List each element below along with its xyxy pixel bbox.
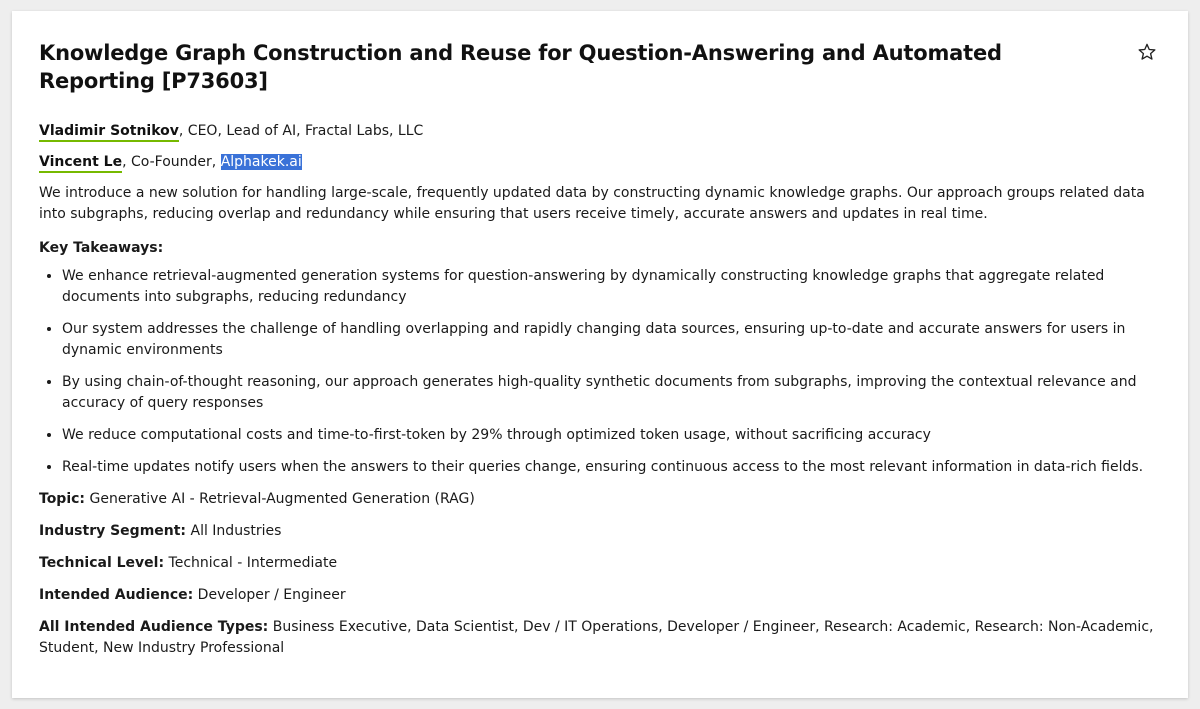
takeaway-item: • We enhance retrieval-augmented generation systems for question-answering by dynamically constructing knowledge graphs that aggregate related documents into subgraphs, reducing redundancy [62,266,1161,308]
takeaway-item: • Our system addresses the challenge of handling overlapping and rapidly changing data sources, ensuring up-to-date and accurate answers for users in dynamic environments [62,319,1161,361]
industry-value: All Industries [186,523,282,539]
takeaway-item: • By using chain-of-thought reasoning, our approach generates high-quality synthetic documents from subgraphs, improving the contextual relevance and accuracy of query responses [62,372,1161,414]
intended-audience-row [39,585,1161,606]
intended-audience-value: Developer / Engineer [193,587,346,603]
key-takeaways-list [39,266,1161,478]
author-affiliation: , Co-Founder, [122,154,221,170]
session-title: Knowledge Graph Construction and Reuse for Question-Answering and Automated Reporting [P73603] [39,41,1002,93]
industry-row [39,521,1161,542]
all-audience-types-value: Business Executive, Data Scientist, Dev / IT Operations, Developer / Engineer, Research: Academic, Research: Non-Academic, Student, New Industry Professional [39,619,1154,656]
topic-value: Generative AI - Retrieval-Augmented Generation (RAG) [85,491,475,507]
all-audience-types-label: All Intended Audience Types: [39,619,269,635]
key-takeaways-heading: Key Takeaways: [39,240,164,256]
session-description: We introduce a new solution for handling large-scale, frequently updated data by constructing dynamic knowledge graphs. Our approach groups related data into subgraphs, reducing overlap and redundancy while ensuring that users receive timely, accurate answers and updates in real time. [39,185,1145,222]
technical-level-value: Technical - Intermediate [164,555,338,571]
topic-label: Topic: [39,491,86,507]
star-outline-icon[interactable] [1137,42,1157,62]
session-metadata [39,489,1161,659]
takeaway-item: • We reduce computational costs and time-to-first-token by 29% through optimized token usage, without sacrificing accuracy [62,425,1161,446]
author-link[interactable]: Vladimir Sotnikov [39,123,179,142]
selected-text: Alphakek.ai [220,154,302,170]
intended-audience-label: Intended Audience: [39,587,194,603]
author-affiliation: , CEO, Lead of AI, Fractal Labs, LLC [178,123,424,139]
takeaway-item: • Real-time updates notify users when the answers to their queries change, ensuring continuous access to the most relevant information in data-rich fields. [62,457,1161,478]
author-link[interactable]: Vincent Le [39,154,122,173]
industry-label: Industry Segment: [39,523,187,539]
technical-level-label: Technical Level: [39,555,165,571]
author-row [39,121,1161,141]
author-list [39,121,1161,172]
all-audience-types-row [39,617,1161,659]
session-card [12,11,1188,698]
technical-level-row [39,553,1161,574]
author-row [39,152,1161,172]
topic-row [39,489,1161,510]
